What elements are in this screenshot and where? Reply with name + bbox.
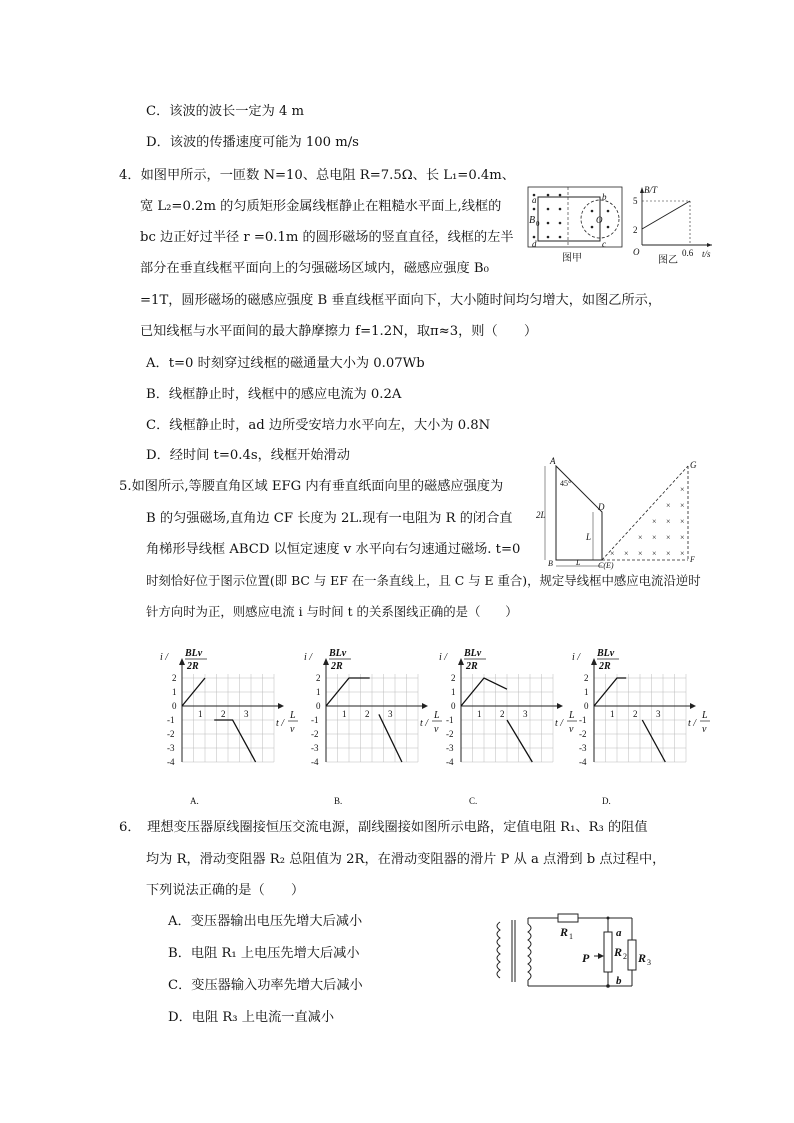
- q6-option-d: D．电阻 R₃ 上电流一直减小: [168, 1010, 335, 1025]
- y-tick-label: 1: [451, 687, 456, 697]
- svg-text:×: ×: [666, 533, 671, 542]
- x-tick-label: 3: [656, 709, 661, 719]
- y-tick-label: -1: [311, 715, 319, 725]
- q3-option-c: C．该波的波长一定为 4 m: [146, 104, 305, 119]
- fig-yi-ylabel: B/T: [644, 185, 658, 195]
- svg-text:×: ×: [610, 549, 615, 558]
- x-axis-den: v: [702, 724, 707, 735]
- it-graph-c: [427, 634, 575, 806]
- it-curve: [642, 720, 665, 762]
- fig-q5-l2: L: [576, 558, 581, 567]
- x-axis-den: v: [290, 724, 295, 735]
- y-tick-label: -2: [446, 729, 454, 739]
- y-arrow: [458, 658, 464, 665]
- y-tick-label: -3: [311, 743, 319, 753]
- graph-caption: C.: [469, 796, 478, 806]
- q6-option-b: B．电阻 R₁ 上电压先增大后减小: [168, 946, 360, 961]
- y-axis-den: 2R: [466, 661, 478, 672]
- x-tick-label: 2: [365, 709, 370, 719]
- q4-option-d: D．经时间 t=0.4s，线框开始滑动: [146, 448, 350, 463]
- svg-text:×: ×: [666, 501, 671, 510]
- y-tick-label: -4: [579, 757, 587, 767]
- q4-option-b: B．线框静止时，线框中的感应电流为 0.2A: [146, 387, 402, 402]
- fig-q5-f: F: [690, 555, 695, 564]
- y-tick-label: -2: [311, 729, 319, 739]
- svg-text:×: ×: [652, 549, 657, 558]
- y-tick-label: 0: [584, 701, 589, 711]
- q6-option-a: A．变压器输出电压先增大后减小: [168, 914, 363, 929]
- x-tick-label: 1: [342, 709, 347, 719]
- x-tick-label: 2: [500, 709, 505, 719]
- circuit-r3: R: [638, 951, 647, 965]
- q5-line-5: 针方向时为正，则感应电流 i 与时间 t 的关系图线正确的是（ ）: [146, 604, 518, 619]
- fig-jia-b0-sub: 0: [536, 220, 540, 228]
- y-tick-label: -3: [579, 743, 587, 753]
- fig-yi-xlabel: t/s: [702, 249, 711, 259]
- circuit-b: b: [616, 975, 622, 987]
- fig-jia-b: b: [602, 192, 607, 202]
- x-axis-num: L: [702, 710, 708, 721]
- q6-line-3: 下列说法正确的是（ ）: [146, 883, 305, 898]
- y-arrow: [179, 658, 185, 665]
- q4-line-4: 部分在垂直线框平面向上的匀强磁场区域内，磁感应强度 B₀: [140, 261, 489, 276]
- q6-line-1: 6． 理想变压器原线圈接恒压交流电源，副线圈接如图所示电路，定值电阻 R₁、R₃ 的阻值: [119, 820, 648, 835]
- x-tick-label: 3: [523, 709, 528, 719]
- y-axis-den: 2R: [187, 661, 199, 672]
- y-axis-num: BLv: [597, 648, 615, 659]
- q4-line-3: bc 边正好过半径 r =0.1m 的圆形磁场的竖直直径，线框的左半: [140, 230, 514, 245]
- y-axis-den: 2R: [331, 661, 343, 672]
- x-axis-num: L: [569, 710, 575, 721]
- fig-yi-caption: 图乙: [658, 255, 678, 266]
- y-tick-label: -3: [167, 743, 175, 753]
- fig-q5-l1: L: [586, 532, 592, 542]
- y-tick-label: -4: [446, 757, 454, 767]
- x-axis-label: t /: [688, 718, 697, 729]
- y-arrow: [323, 658, 329, 665]
- y-axis-label: i /: [304, 652, 313, 663]
- figure-q5: [536, 456, 710, 568]
- y-tick-label: 2: [316, 673, 321, 683]
- circuit-r1: R: [560, 925, 569, 939]
- y-tick-label: 2: [584, 673, 589, 683]
- y-axis-num: BLv: [185, 648, 203, 659]
- it-curve: [214, 720, 255, 762]
- graph-caption: A.: [190, 796, 199, 806]
- q4-line-6: 已知线框与水平面间的最大静摩擦力 f=1.2N，取π≈3，则（ ）: [140, 324, 538, 339]
- y-axis-label: i /: [439, 652, 448, 663]
- y-tick-label: 1: [172, 687, 177, 697]
- y-axis-den: 2R: [599, 661, 611, 672]
- circuit-r1-sub: 1: [569, 932, 573, 941]
- fig-yi-y5: 5: [633, 196, 638, 206]
- x-tick-label: 2: [221, 709, 226, 719]
- fig-q5-b: B: [548, 559, 553, 568]
- fig-jia-caption: 图甲: [562, 253, 582, 264]
- y-tick-label: -1: [167, 715, 175, 725]
- figure-jia: [524, 185, 624, 263]
- y-axis-label: i /: [160, 652, 169, 663]
- svg-text:×: ×: [638, 549, 643, 558]
- fig-q5-2l: 2L: [536, 510, 546, 520]
- svg-text:×: ×: [652, 517, 657, 526]
- x-tick-label: 1: [477, 709, 482, 719]
- y-tick-label: 0: [451, 701, 456, 711]
- y-tick-label: 1: [316, 687, 321, 697]
- fig-q5-g: G: [690, 460, 697, 470]
- fig-jia-b0: B: [529, 215, 536, 226]
- circuit-r3-sub: 3: [647, 958, 651, 967]
- svg-text:×: ×: [680, 501, 685, 510]
- x-axis-label: t /: [276, 718, 285, 729]
- y-axis-num: BLv: [329, 648, 347, 659]
- q4-line-2: 宽 L₂=0.2m 的匀质矩形金属线框静止在粗糙水平面上,线框的: [140, 199, 502, 214]
- graph-caption: B.: [334, 796, 343, 806]
- x-tick-label: 3: [388, 709, 393, 719]
- svg-text:×: ×: [666, 517, 671, 526]
- x-arrow: [278, 703, 284, 709]
- q5-line-2: B 的匀强磁场,直角边 CF 长度为 2L.现有一电阻为 R 的闭合直: [146, 511, 513, 526]
- q4-option-a: A．t=0 时刻穿过线框的磁通量大小为 0.07Wb: [146, 356, 425, 371]
- figure-yi: [624, 183, 716, 265]
- q4-line-5: =1T，圆形磁场的磁感应强度 B 垂直线框平面向下，大小随时间均匀增大，如图乙所示，: [140, 293, 662, 308]
- svg-text:×: ×: [638, 533, 643, 542]
- x-arrow: [690, 703, 696, 709]
- x-tick-label: 2: [633, 709, 638, 719]
- circuit-p: P: [582, 951, 590, 965]
- q6-option-c: C．变压器输入功率先增大后减小: [168, 978, 363, 993]
- svg-text:×: ×: [652, 533, 657, 542]
- graph-caption: D.: [602, 796, 611, 806]
- fig-jia-o: O: [596, 215, 603, 225]
- fig-q5-a: A: [550, 456, 556, 466]
- x-tick-label: 3: [244, 709, 249, 719]
- it-graph-a: [148, 634, 296, 806]
- q4-line-1: 4．如图甲所示，一匝数 N=10、总电阻 R=7.5Ω、长 L₁=0.4m、: [119, 168, 515, 183]
- svg-text:×: ×: [680, 533, 685, 542]
- fig-q5-c: C(E): [598, 561, 614, 570]
- svg-text:×: ×: [680, 517, 685, 526]
- q6-line-2: 均为 R，滑动变阻器 R₂ 总阻值为 2R，在滑动变阻器的滑片 P 从 a 点滑到 b 点过程中，: [146, 852, 666, 867]
- y-tick-label: -3: [446, 743, 454, 753]
- q4-option-c: C．线框静止时，ad 边所受安培力水平向左，大小为 0.8N: [146, 418, 491, 433]
- svg-text:×: ×: [680, 485, 685, 494]
- figure-circuit: [490, 912, 670, 996]
- circuit-r2: R: [614, 945, 623, 959]
- q5-line-1: 5.如图所示,等腰直角区域 EFG 内有垂直纸面向里的磁感应强度为: [119, 479, 504, 494]
- x-tick-label: 1: [198, 709, 203, 719]
- fig-yi-x06: 0.6: [682, 248, 694, 258]
- circuit-r2-sub: 2: [623, 952, 627, 961]
- y-tick-label: 1: [584, 687, 589, 697]
- svg-text:×: ×: [680, 549, 685, 558]
- fig-jia-a: a: [532, 195, 537, 205]
- y-tick-label: -4: [311, 757, 319, 767]
- fig-q5-angle: 45°: [560, 479, 572, 488]
- y-tick-label: 0: [172, 701, 177, 711]
- x-axis-num: L: [290, 710, 296, 721]
- y-arrow: [591, 658, 597, 665]
- fig-jia-d: d: [532, 239, 537, 249]
- svg-text:×: ×: [666, 549, 671, 558]
- fig-yi-origin: O: [633, 247, 640, 257]
- q3-option-d: D．该波的传播速度可能为 100 m/s: [146, 135, 359, 150]
- svg-text:×: ×: [624, 549, 629, 558]
- x-axis-den: v: [434, 724, 439, 735]
- y-tick-label: -2: [167, 729, 175, 739]
- y-tick-label: -1: [579, 715, 587, 725]
- y-tick-label: -1: [446, 715, 454, 725]
- y-axis-num: BLv: [464, 648, 482, 659]
- y-tick-label: 0: [316, 701, 321, 711]
- fig-q5-d: D: [598, 502, 605, 512]
- y-tick-label: -4: [167, 757, 175, 767]
- x-axis-label: t /: [420, 718, 429, 729]
- it-graph-d: [560, 634, 708, 806]
- it-curve: [379, 714, 402, 762]
- it-graph-b: [292, 634, 440, 806]
- x-tick-label: 1: [610, 709, 615, 719]
- q5-line-4: 时刻恰好位于图示位置(即 BC 与 EF 在一条直线上，且 C 与 E 重合)，规定导线框中感应电流沿逆时: [146, 573, 701, 588]
- x-axis-num: L: [434, 710, 440, 721]
- fig-yi-y2: 2: [633, 225, 638, 235]
- x-axis-den: v: [569, 724, 574, 735]
- q5-line-3: 角梯形导线框 ABCD 以恒定速度 v 水平向右匀速通过磁场. t=0: [146, 542, 521, 557]
- it-curve: [507, 720, 532, 762]
- y-axis-label: i /: [572, 652, 581, 663]
- y-tick-label: -2: [579, 729, 587, 739]
- y-tick-label: 2: [172, 673, 177, 683]
- y-tick-label: 2: [451, 673, 456, 683]
- fig-jia-c: c: [602, 239, 606, 249]
- x-axis-label: t /: [555, 718, 564, 729]
- circuit-a: a: [616, 927, 622, 939]
